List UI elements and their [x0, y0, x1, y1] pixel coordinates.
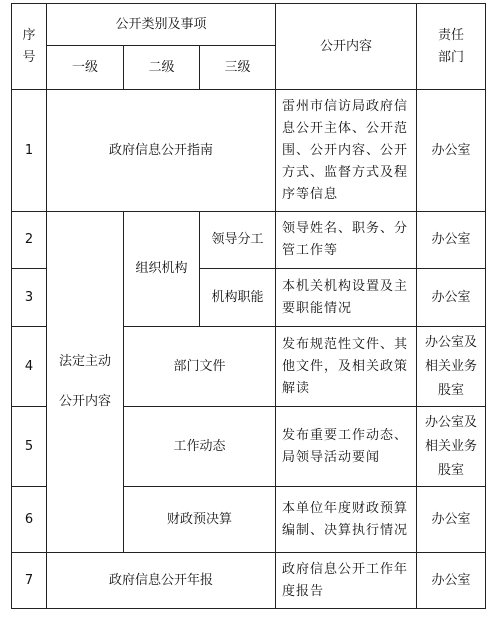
header-level2: 二级: [124, 46, 200, 90]
row-item: 机构职能: [200, 269, 276, 327]
row-dept: 办公室: [417, 553, 486, 609]
table-row: [12, 212, 486, 269]
row-content: 本单位年度财政预算编制、决算执行情况: [276, 487, 417, 553]
row-number: 4: [12, 327, 47, 407]
row-content: 发布重要工作动态、局领导活动要闻: [276, 407, 417, 487]
header-level1: 一级: [47, 46, 124, 90]
row-dept: 办公室及相关业务股室: [417, 407, 486, 487]
row-number: 7: [12, 553, 47, 609]
row-dept: 办公室及相关业务股室: [417, 327, 486, 407]
table-row: [12, 90, 486, 212]
group-org: 组织机构: [124, 212, 200, 327]
row-number: 1: [12, 90, 47, 212]
row-item: 领导分工: [200, 212, 276, 269]
disclosure-table: [11, 3, 486, 609]
row-number: 3: [12, 269, 47, 327]
row-content: 发布规范性文件、其他文件，及相关政策解读: [276, 327, 417, 407]
row-item: 财政预决算: [124, 487, 276, 553]
row-dept: 办公室: [417, 269, 486, 327]
header-dept: 责任部门: [417, 4, 486, 90]
header-seq: 序号: [12, 4, 47, 90]
row-content: 本机关机构设置及主要职能情况: [276, 269, 417, 327]
row-item: 工作动态: [124, 407, 276, 487]
row-content: 领导姓名、职务、分管工作等: [276, 212, 417, 269]
row-number: 2: [12, 212, 47, 269]
row-item: 部门文件: [124, 327, 276, 407]
table-row: [12, 553, 486, 609]
group-legal-line1: 法定主动: [58, 354, 111, 369]
group-legal-disclosure: [47, 212, 124, 553]
row-item: 政府信息公开年报: [47, 553, 276, 609]
row-content: 雷州市信访局政府信息公开主体、公开范围、公开内容、公开方式、监督方式及程序等信息: [276, 90, 417, 212]
row-number: 5: [12, 407, 47, 487]
header-category: 公开类别及事项: [47, 4, 276, 46]
row-item: 政府信息公开指南: [47, 90, 276, 212]
row-dept: 办公室: [417, 212, 486, 269]
row-content: 政府信息公开工作年度报告: [276, 553, 417, 609]
row-number: 6: [12, 487, 47, 553]
group-legal-line2: 公开内容: [58, 394, 111, 409]
row-dept: 办公室: [417, 487, 486, 553]
header-content: 公开内容: [276, 4, 417, 90]
row-dept: 办公室: [417, 90, 486, 212]
header-row-1: [12, 4, 486, 46]
group-legal-spacer: [47, 373, 123, 391]
header-level3: 三级: [200, 46, 276, 90]
disclosure-table-wrapper: [11, 3, 486, 609]
